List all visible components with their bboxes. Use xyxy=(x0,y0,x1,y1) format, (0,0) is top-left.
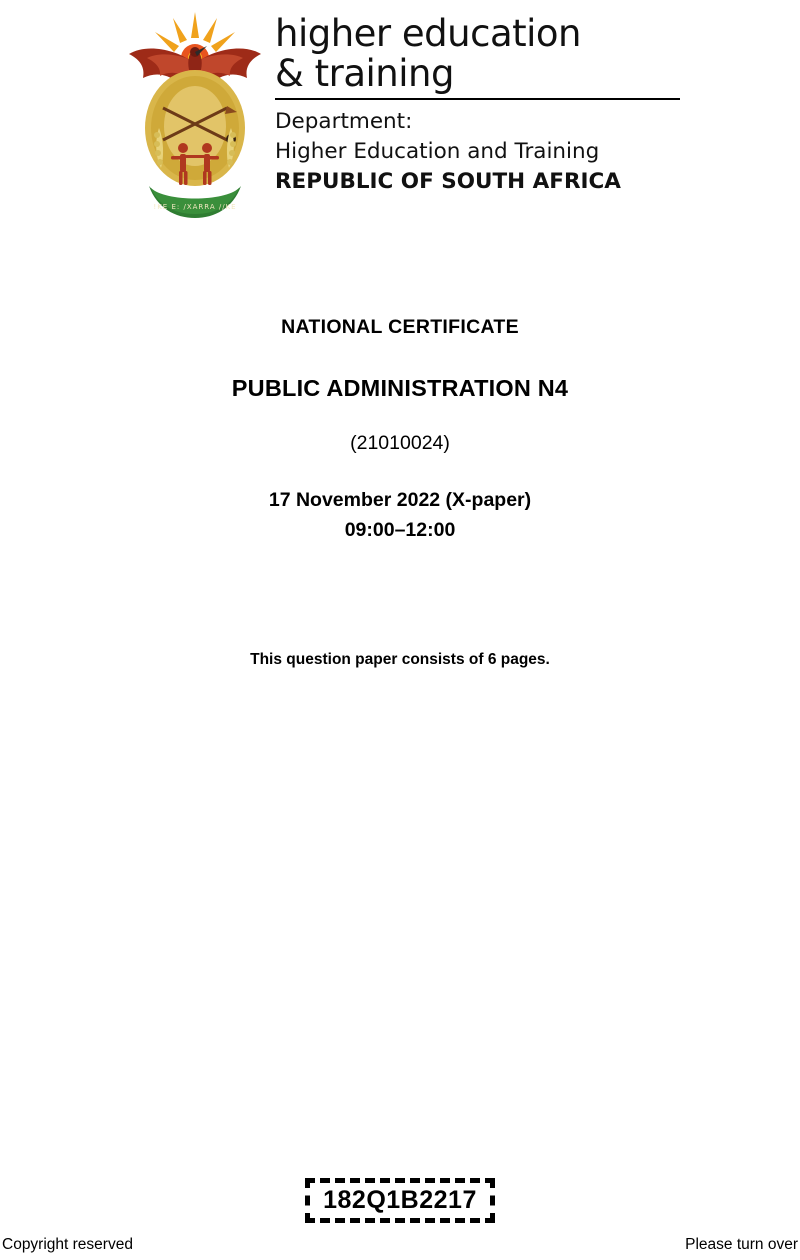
exam-date: 17 November 2022 (X-paper) xyxy=(268,489,532,511)
subject-code: (21010024) xyxy=(350,432,450,454)
department-name: Higher Education and Training xyxy=(275,139,600,164)
footer-copyright: Copyright reserved xyxy=(2,1236,133,1253)
department-label: Department: xyxy=(275,109,413,134)
page-footer xyxy=(0,1236,800,1254)
letterhead xyxy=(0,8,800,233)
page-count-note: This question paper consists of 6 pages. xyxy=(250,651,550,668)
exam-title-block xyxy=(0,316,800,545)
svg-text:!KE E: /XARRA //KE: !KE E: /XARRA //KE xyxy=(153,203,237,211)
exam-time: 09:00–12:00 xyxy=(344,519,456,541)
country-name: REPUBLIC OF SOUTH AFRICA xyxy=(275,169,621,194)
paper-number: 182Q1B2217 xyxy=(305,1178,495,1223)
paper-number-container xyxy=(0,1178,800,1223)
wordmark-line-2: & training xyxy=(275,52,454,95)
footer-turn-over: Please turn over xyxy=(685,1236,798,1253)
subject-title: PUBLIC ADMINISTRATION N4 xyxy=(231,375,569,401)
wordmark-line-1: higher education xyxy=(275,12,581,55)
south-african-coat-of-arms-icon xyxy=(115,8,275,233)
department-wordmark xyxy=(275,8,685,197)
certificate-title: NATIONAL CERTIFICATE xyxy=(281,316,519,338)
wordmark-divider xyxy=(275,98,680,100)
